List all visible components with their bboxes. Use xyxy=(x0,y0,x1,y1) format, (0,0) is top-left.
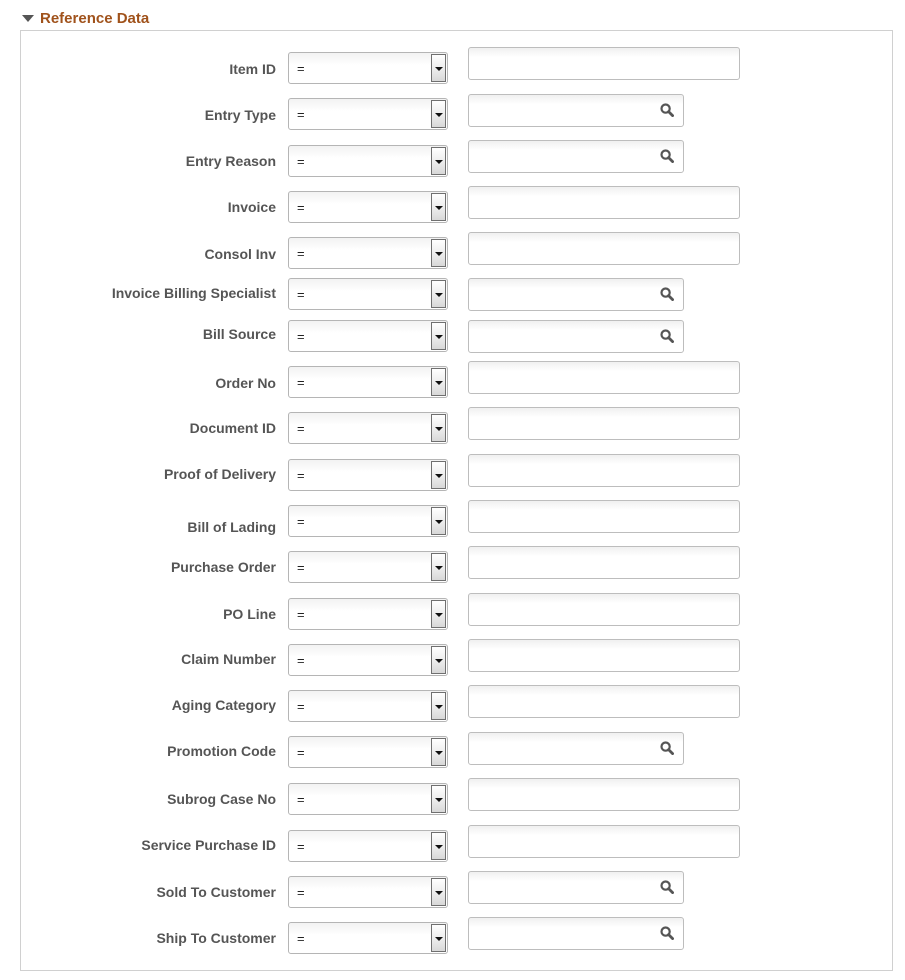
value-input[interactable] xyxy=(468,94,684,127)
operator-value: = xyxy=(297,246,305,261)
operator-select[interactable] xyxy=(288,52,448,84)
field-label: Aging Category xyxy=(171,697,276,713)
lookup-search-icon[interactable] xyxy=(660,287,674,301)
field-label: Document ID xyxy=(189,420,276,436)
field-row-invoice-billing-specialist xyxy=(0,278,905,312)
field-label: Service Purchase ID xyxy=(141,837,276,853)
operator-value: = xyxy=(297,200,305,215)
value-input[interactable] xyxy=(468,546,740,579)
value-input[interactable] xyxy=(468,407,740,440)
value-input[interactable] xyxy=(468,140,684,173)
field-label: Consol Inv xyxy=(204,246,276,262)
field-row-aging-category xyxy=(0,690,905,724)
operator-select[interactable] xyxy=(288,598,448,630)
value-input[interactable] xyxy=(468,917,684,950)
value-input[interactable] xyxy=(468,454,740,487)
operator-value: = xyxy=(297,61,305,76)
dropdown-arrow-icon[interactable] xyxy=(431,461,446,489)
field-label: Order No xyxy=(215,375,276,391)
field-label: Sold To Customer xyxy=(156,884,276,900)
operator-select[interactable] xyxy=(288,459,448,491)
field-row-proof-of-delivery xyxy=(0,459,905,493)
dropdown-arrow-icon[interactable] xyxy=(431,832,446,860)
field-row-order-no xyxy=(0,366,905,400)
lookup-search-icon[interactable] xyxy=(660,880,674,894)
lookup-search-icon[interactable] xyxy=(660,926,674,940)
operator-value: = xyxy=(297,792,305,807)
value-input[interactable] xyxy=(468,500,740,533)
value-input[interactable] xyxy=(468,778,740,811)
operator-select[interactable] xyxy=(288,191,448,223)
dropdown-arrow-icon[interactable] xyxy=(431,553,446,581)
lookup-search-icon[interactable] xyxy=(660,329,674,343)
field-row-entry-reason xyxy=(0,145,905,179)
operator-value: = xyxy=(297,468,305,483)
dropdown-arrow-icon[interactable] xyxy=(431,414,446,442)
dropdown-arrow-icon[interactable] xyxy=(431,600,446,628)
operator-value: = xyxy=(297,154,305,169)
operator-select[interactable] xyxy=(288,783,448,815)
value-input[interactable] xyxy=(468,320,684,353)
operator-value: = xyxy=(297,839,305,854)
value-input[interactable] xyxy=(468,278,684,311)
field-label: Ship To Customer xyxy=(156,930,276,946)
operator-value: = xyxy=(297,375,305,390)
field-label: Purchase Order xyxy=(170,559,276,575)
dropdown-arrow-icon[interactable] xyxy=(431,280,446,308)
operator-value: = xyxy=(297,107,305,122)
operator-select[interactable] xyxy=(288,412,448,444)
lookup-search-icon[interactable] xyxy=(660,103,674,117)
dropdown-arrow-icon[interactable] xyxy=(431,785,446,813)
value-input[interactable] xyxy=(468,639,740,672)
field-row-ship-to-customer xyxy=(0,922,905,956)
field-row-invoice xyxy=(0,191,905,225)
field-row-consol-inv xyxy=(0,237,905,271)
field-row-po-line xyxy=(0,598,905,632)
dropdown-arrow-icon[interactable] xyxy=(431,646,446,674)
value-input[interactable] xyxy=(468,593,740,626)
operator-value: = xyxy=(297,931,305,946)
field-row-item-id xyxy=(0,52,905,86)
field-row-sold-to-customer xyxy=(0,876,905,910)
section-title: Reference Data xyxy=(40,9,150,27)
field-label: Claim Number xyxy=(181,651,276,667)
operator-select[interactable] xyxy=(288,278,448,310)
field-label: Proof of Delivery xyxy=(163,466,276,482)
operator-value: = xyxy=(297,885,305,900)
operator-select[interactable] xyxy=(288,876,448,908)
operator-select[interactable] xyxy=(288,505,448,537)
field-row-subrog-case-no xyxy=(0,783,905,817)
dropdown-arrow-icon[interactable] xyxy=(431,322,446,350)
dropdown-arrow-icon[interactable] xyxy=(431,147,446,175)
field-label: Bill Source xyxy=(202,326,276,342)
field-row-bill-of-lading xyxy=(0,505,905,539)
operator-select[interactable] xyxy=(288,736,448,768)
operator-value: = xyxy=(297,699,305,714)
operator-value: = xyxy=(297,653,305,668)
field-row-claim-number xyxy=(0,644,905,678)
operator-select[interactable] xyxy=(288,644,448,676)
value-input[interactable] xyxy=(468,825,740,858)
field-row-entry-type xyxy=(0,98,905,132)
dropdown-arrow-icon[interactable] xyxy=(431,193,446,221)
reference-data-section-toggle[interactable] xyxy=(22,8,149,28)
operator-value: = xyxy=(297,287,305,302)
value-input[interactable] xyxy=(468,871,684,904)
operator-value: = xyxy=(297,329,305,344)
field-row-promotion-code xyxy=(0,736,905,770)
operator-select[interactable] xyxy=(288,320,448,352)
dropdown-arrow-icon[interactable] xyxy=(431,738,446,766)
operator-value: = xyxy=(297,421,305,436)
value-input[interactable] xyxy=(468,232,740,265)
field-label: PO Line xyxy=(223,606,276,622)
field-label: Subrog Case No xyxy=(167,791,276,807)
operator-select[interactable] xyxy=(288,366,448,398)
lookup-search-icon[interactable] xyxy=(660,741,674,755)
field-label: Entry Type xyxy=(204,107,276,123)
field-label: Invoice xyxy=(227,199,276,215)
collapse-triangle-icon xyxy=(22,15,34,22)
dropdown-arrow-icon[interactable] xyxy=(431,878,446,906)
field-label: Item ID xyxy=(229,61,276,77)
value-input[interactable] xyxy=(468,685,740,718)
dropdown-arrow-icon[interactable] xyxy=(431,100,446,128)
field-label: Promotion Code xyxy=(167,743,276,759)
field-row-service-purchase-id xyxy=(0,830,905,864)
lookup-search-icon[interactable] xyxy=(660,149,674,163)
operator-value: = xyxy=(297,514,305,529)
dropdown-arrow-icon[interactable] xyxy=(431,692,446,720)
operator-select[interactable] xyxy=(288,98,448,130)
operator-value: = xyxy=(297,607,305,622)
dropdown-arrow-icon[interactable] xyxy=(431,54,446,82)
operator-select[interactable] xyxy=(288,922,448,954)
value-input[interactable] xyxy=(468,47,740,80)
dropdown-arrow-icon[interactable] xyxy=(431,239,446,267)
field-row-purchase-order xyxy=(0,551,905,585)
field-row-document-id xyxy=(0,412,905,446)
field-label: Bill of Lading xyxy=(187,519,276,535)
operator-select[interactable] xyxy=(288,690,448,722)
operator-select[interactable] xyxy=(288,830,448,862)
operator-select[interactable] xyxy=(288,145,448,177)
value-input[interactable] xyxy=(468,732,684,765)
dropdown-arrow-icon[interactable] xyxy=(431,924,446,952)
dropdown-arrow-icon[interactable] xyxy=(431,507,446,535)
field-row-bill-source xyxy=(0,320,905,354)
operator-select[interactable] xyxy=(288,551,448,583)
field-label: Entry Reason xyxy=(185,153,276,169)
field-label: Invoice Billing Specialist xyxy=(111,285,276,301)
operator-value: = xyxy=(297,745,305,760)
dropdown-arrow-icon[interactable] xyxy=(431,368,446,396)
operator-select[interactable] xyxy=(288,237,448,269)
operator-value: = xyxy=(297,560,305,575)
value-input[interactable] xyxy=(468,361,740,394)
value-input[interactable] xyxy=(468,186,740,219)
